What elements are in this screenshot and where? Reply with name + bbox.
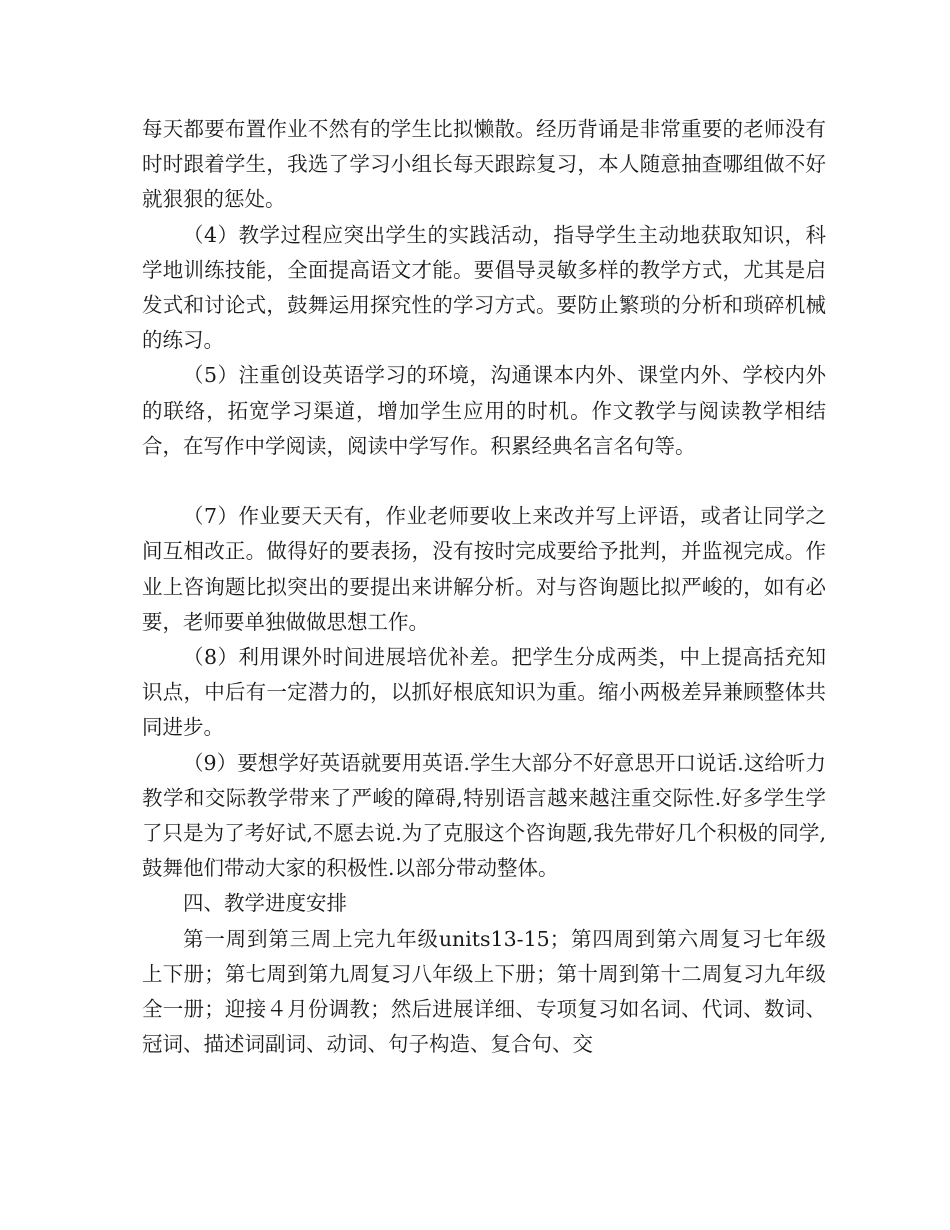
- paragraph-homework-intro: 每天都要布置作业不然有的学生比拟懒散。经历背诵是非常重要的老师没有时时跟着学生，我选了学习小组长每天跟踪复习，本人随意抽查哪组做不好就狠狠的惩处。: [142, 117, 826, 212]
- paragraph-item-5: （5）注重创设英语学习的环境，沟通课本内外、课堂内外、学校内外的联络，拓宽学习渠道，增加学生应用的时机。作文教学与阅读教学相结合，在写作中学阅读，阅读中学写作。积累经典名言名句等。: [142, 363, 826, 458]
- paragraph-item-7: （7）作业要天天有，作业老师要收上来改并写上评语，或者让同学之间互相改正。做得好的要表扬，没有按时完成要给予批判，并监视完成。作业上咨询题比拟突出的要提出来讲解分析。对与咨询题比拟严峻的，如有必要，老师要单独做做思想工作。: [142, 504, 826, 634]
- document-body: [142, 112, 826, 1062]
- paragraph-item-9: （9）要想学好英语就要用英语.学生大部分不好意思开口说话.这给听力教学和交际教学带来了严峻的障碍,特别语言越来越注重交际性.好多学生学了只是为了考好试,不愿去说.为了克服这个咨询题,我先带好几个积极的同学,鼓舞他们带动大家的积极性.以部分带动整体。: [142, 750, 826, 881]
- paragraph-item-4: （4）教学过程应突出学生的实践活动，指导学生主动地获取知识，科学地训练技能，全面提高语文才能。要倡导灵敏多样的教学方式，尤其是启发式和讨论式，鼓舞运用探究性的学习方式。要防止繁琐的分析和琐碎机械的练习。: [142, 222, 826, 353]
- blank-line: [142, 464, 826, 499]
- paragraph-item-8: （8）利用课外时间进展培优补差。把学生分成两类，中上提高括充知识点，中后有一定潜力的，以抓好根底知识为重。缩小两极差异兼顾整体共同进步。: [142, 645, 826, 740]
- paragraph-schedule: 第一周到第三周上完九年级units13-15；第四周到第六周复习七年级上下册；第七周到第九周复习八年级上下册；第十周到第十二周复习九年级全一册；迎接４月份调教；然后进展详细、专项复习如名词、代词、数词、冠词、描述词副词、动词、句子构造、复合句、交: [142, 926, 826, 1057]
- section-heading-schedule: 四、教学进度安排: [183, 891, 347, 916]
